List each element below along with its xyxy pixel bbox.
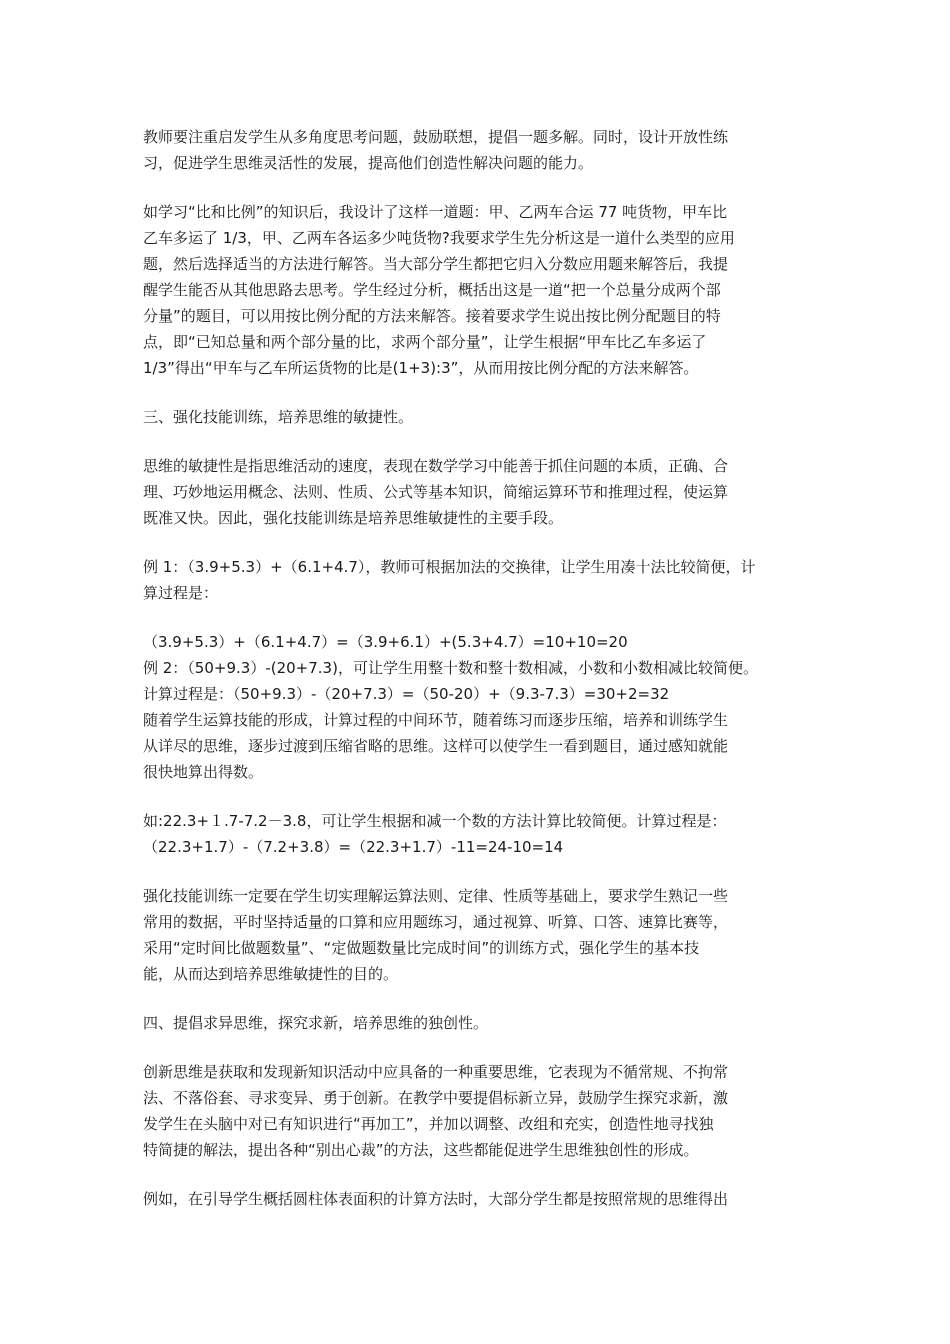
text-line: 习，促进学生思维灵活性的发展，提高他们创造性解决问题的能力。 <box>143 154 594 172</box>
text-line: 特简捷的解法，提出各种“别出心裁”的方法，这些都能促进学生思维独创性的形成。 <box>143 1141 699 1159</box>
text-line: 醒学生能否从其他思路去思考。学生经过分析，概括出这是一道“把一个总量分成两个部 <box>143 281 721 299</box>
text-line: 1/3”得出“甲车与乙车所运货物的比是(1+3):3”，从而用按比例分配的方法来解答。 <box>143 359 699 377</box>
paragraph <box>143 554 808 606</box>
text-line: 例如，在引导学生概括圆柱体表面积的计算方法时，大部分学生都是按照常规的思维得出 <box>143 1190 729 1208</box>
text-line: 随着学生运算技能的形成，计算过程的中间环节，随着练习而逐步压缩，培养和训练学生 <box>143 711 729 729</box>
text-line: 教师要注重启发学生从多角度思考问题，鼓励联想，提倡一题多解。同时，设计开放性练 <box>143 128 729 146</box>
text-line: 思维的敏捷性是指思维活动的速度，表现在数学学习中能善于抓住问题的本质，正确、合 <box>143 457 729 475</box>
text-line: 强化技能训练一定要在学生切实理解运算法则、定律、性质等基础上，要求学生熟记一些 <box>143 887 729 905</box>
text-line: （22.3+1.7）-（7.2+3.8）=（22.3+1.7）-11=24-10=14 <box>143 838 564 856</box>
paragraph <box>143 883 808 987</box>
text-line: 从详尽的思维，逐步过渡到压缩省略的思维。这样可以使学生一看到题目，通过感知就能 <box>143 737 729 755</box>
document-body <box>143 124 808 1235</box>
text-line: 三、强化技能训练，培养思维的敏捷性。 <box>143 408 414 426</box>
text-line: 乙车多运了 1/3，甲、乙两车各运多少吨货物?我要求学生先分析这是一道什么类型的应用 <box>143 229 735 247</box>
text-line: 既准又快。因此，强化技能训练是培养思维敏捷性的主要手段。 <box>143 509 564 527</box>
text-line: 计算过程是：（50+9.3）-（20+7.3）=（50-20）+（9.3-7.3）=30+2=32 <box>143 685 670 703</box>
text-line: 采用“定时间比做题数量”、“定做题数量比完成时间”的训练方式，强化学生的基本技 <box>143 939 700 957</box>
text-line: 创新思维是获取和发现新知识活动中应具备的一种重要思维，它表现为不循常规、不拘常 <box>143 1063 729 1081</box>
paragraph <box>143 1010 808 1036</box>
text-line: 四、提倡求异思维，探究求新，培养思维的独创性。 <box>143 1014 489 1032</box>
text-line: 很快地算出得数。 <box>143 763 264 781</box>
text-line: 如:22.3+１.7-7.2－3.8，可让学生根据和减一个数的方法计算比较简便。计算过程是： <box>143 812 727 830</box>
text-line: 例 1：（3.9+5.3）+（6.1+4.7），教师可根据加法的交换律，让学生用凑十法比较简便，计 <box>143 558 756 576</box>
text-line: 例 2：（50+9.3）-(20+7.3)，可让学生用整十数和整十数相减，小数和小数相减比较简便。 <box>143 659 758 677</box>
paragraph <box>143 124 808 176</box>
paragraph <box>143 1186 808 1212</box>
paragraph <box>143 199 808 381</box>
text-line: （3.9+5.3）+（6.1+4.7）=（3.9+6.1）+(5.3+4.7）=10+10=20 <box>143 633 628 651</box>
paragraph <box>143 453 808 531</box>
text-line: 点，即“已知总量和两个部分量的比，求两个部分量”，让学生根据“甲车比乙车多运了 <box>143 333 707 351</box>
text-line: 能，从而达到培养思维敏捷性的目的。 <box>143 965 399 983</box>
text-line: 算过程是： <box>143 584 219 602</box>
text-line: 理、巧妙地运用概念、法则、性质、公式等基本知识，简缩运算环节和推理过程，使运算 <box>143 483 729 501</box>
text-line: 发学生在头脑中对已有知识进行“再加工”，并加以调整、改组和充实，创造性地寻找独 <box>143 1115 714 1133</box>
paragraph <box>143 629 808 707</box>
paragraph <box>143 1059 808 1163</box>
text-line: 题，然后选择适当的方法进行解答。当大部分学生都把它归入分数应用题来解答后，我提 <box>143 255 729 273</box>
paragraph <box>143 808 808 860</box>
text-line: 常用的数据，平时坚持适量的口算和应用题练习，通过视算、听算、口答、速算比赛等， <box>143 913 729 931</box>
text-line: 如学习“比和比例”的知识后，我设计了这样一道题：甲、乙两车合运 77 吨货物，甲车比 <box>143 203 728 221</box>
text-line: 法、不落俗套、寻求变异、勇于创新。在教学中要提倡标新立异，鼓励学生探究求新，激 <box>143 1089 729 1107</box>
paragraph <box>143 707 808 785</box>
paragraph <box>143 404 808 430</box>
text-line: 分量”的题目，可以用按比例分配的方法来解答。接着要求学生说出按比例分配题目的特 <box>143 307 721 325</box>
